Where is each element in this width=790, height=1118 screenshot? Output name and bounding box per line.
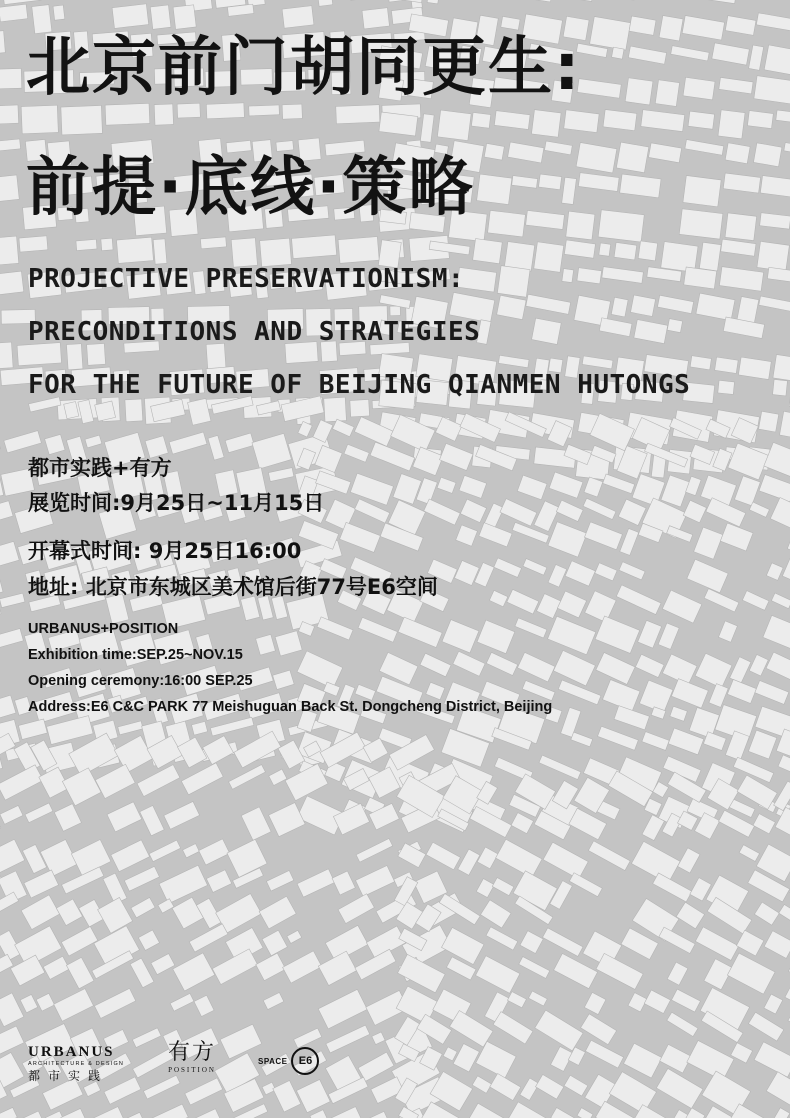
exhibition-time-en: Exhibition time:SEP.25~NOV.15	[28, 647, 243, 663]
organizers-cn: 都市实践+有方	[28, 456, 172, 480]
opening-time-en: Opening ceremony:16:00 SEP.25	[28, 673, 253, 689]
english-title-line-2: PRECONDITIONS AND STRATEGIES	[28, 317, 481, 347]
urbanus-logo-subtitle: ARCHITECTURE & DESIGN	[28, 1061, 125, 1067]
english-title-line-3: FOR THE FUTURE OF BEIJING QIANMEN HUTONGS	[28, 370, 691, 400]
space-e6-logo	[258, 1046, 319, 1076]
chinese-title-line-1: 北京前门胡同更生:	[26, 31, 582, 105]
position-logo-english: POSITION	[168, 1066, 216, 1074]
organizers-en: URBANUS+POSITION	[28, 621, 179, 637]
chinese-title-line-2: 前提·底线·策略	[26, 151, 475, 225]
address-cn: 地址: 北京市东城区美术馆后街77号E6空间	[28, 575, 438, 599]
urbanus-logo-chinese: 都市实践	[28, 1069, 109, 1083]
english-title-line-1: PROJECTIVE PRESERVATIONISM:	[28, 264, 465, 294]
opening-time-cn: 开幕式时间: 9月25日16:00	[28, 539, 302, 563]
position-logo-chinese: 有方	[168, 1040, 217, 1065]
space-logo-label: SPACE	[258, 1056, 288, 1066]
e6-badge-icon: E6	[291, 1047, 319, 1075]
position-logo	[168, 1040, 216, 1075]
urbanus-logo-name: URBANUS	[28, 1044, 115, 1060]
exhibition-time-cn: 展览时间:9月25日~11月15日	[28, 491, 325, 515]
urbanus-logo	[28, 1045, 124, 1084]
address-en: Address:E6 C&C PARK 77 Meishuguan Back St. Dongcheng District, Beijing	[28, 699, 553, 715]
